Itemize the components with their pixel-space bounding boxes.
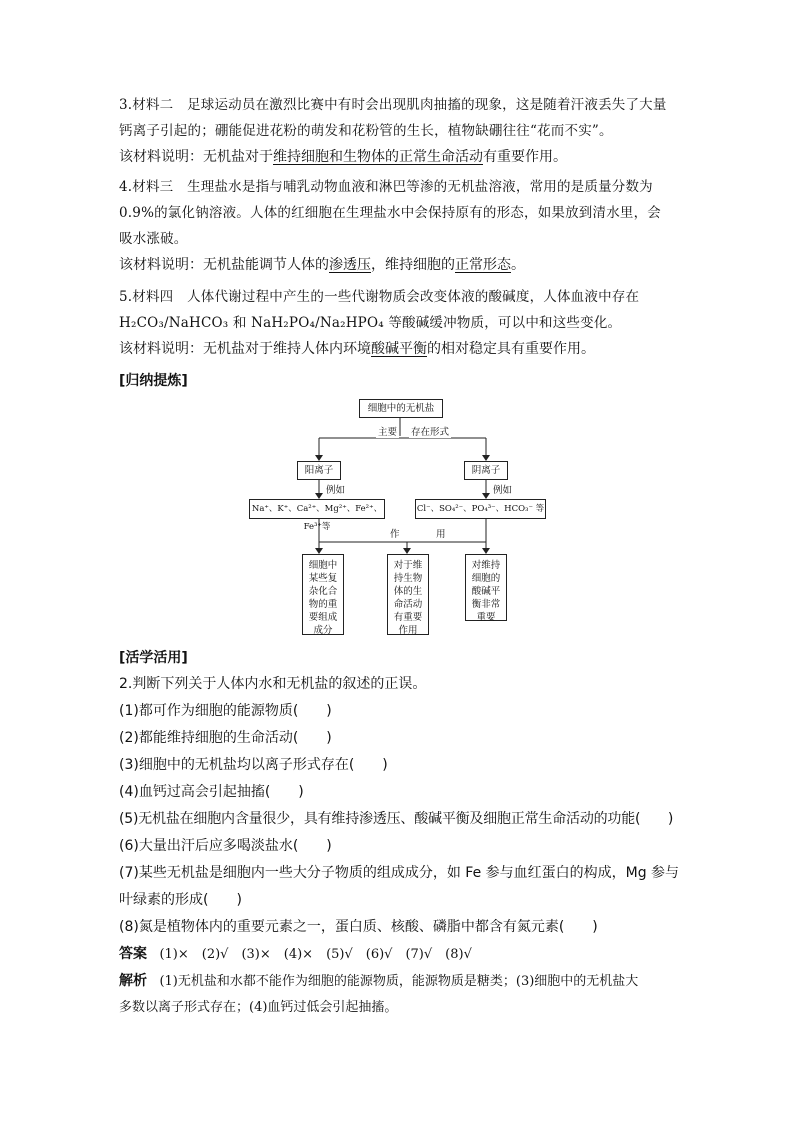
- practice-heading: [活学活用]: [119, 650, 188, 666]
- material-3-line-3: 吸水涨破。: [119, 231, 188, 247]
- conclusion-text: 该材料说明：无机盐对于维持人体内环境: [119, 341, 371, 357]
- conclusion-text: 的相对稳定具有重要作用。: [427, 341, 595, 357]
- example-label-right: 例如: [493, 485, 513, 496]
- question-item: (8)氮是植物体内的重要元素之一，蛋白质、核酸、磷脂中都含有氮元素( ): [119, 919, 598, 935]
- question-item: (4)血钙过高会引起抽搐( ): [119, 784, 304, 800]
- question-item: (3)细胞中的无机盐均以离子形式存在( ): [119, 757, 388, 773]
- form-label-right: 存在形式: [409, 424, 451, 438]
- answer-text: (1)× (2)√ (3)× (4)× (5)√ (6)√ (7)√ (8)√: [159, 947, 472, 962]
- question-stem: 2.判断下列关于人体内水和无机盐的叙述的正误。: [119, 676, 427, 692]
- answer: [119, 943, 472, 963]
- function-label-1: 作: [390, 529, 400, 540]
- question-item: (5)无机盐在细胞内含量很少，具有维持渗透压、酸碱平衡及细胞正常生命活动的功能( ): [119, 811, 674, 827]
- conclusion-text: 。: [511, 257, 525, 273]
- conclusion-underline: 渗透压: [329, 257, 371, 273]
- conclusion-text: 有重要作用。: [483, 149, 567, 165]
- summary-heading: [归纳提炼]: [119, 373, 188, 389]
- question-item: (1)都可作为细胞的能源物质( ): [119, 703, 332, 719]
- question-item: (6)大量出汗后应多喝淡盐水( ): [119, 838, 332, 854]
- material-4-line-2: H₂CO₃/NaHCO₃ 和 NaH₂PO₄/Na₂HPO₄ 等酸碱缓冲物质，可以中和这些变化。: [119, 315, 622, 331]
- example-label-left: 例如: [326, 485, 346, 496]
- question-item: (7)某些无机盐是细胞内一些大分子物质的组成成分，如 Fe 参与血红蛋白的构成，Mg 参与: [119, 865, 680, 881]
- conclusion-underline: 正常形态: [455, 257, 511, 273]
- question-item: 叶绿素的形成( ): [119, 892, 242, 908]
- cation-examples-box: Na⁺、K⁺、Ca²⁺、Mg²⁺、Fe²⁺、Fe³⁺等: [249, 499, 385, 519]
- conclusion-underline: 维持细胞和生物体的正常生命活动: [273, 149, 483, 165]
- question-item: (2)都能维持细胞的生命活动( ): [119, 730, 332, 746]
- function-box-1: 细胞中某些复杂化合物的重要组成成分: [302, 554, 344, 635]
- analysis-label: 解析: [119, 973, 147, 989]
- material-2-line-1: 3.材料二 足球运动员在激烈比赛中有时会出现肌肉抽搐的现象，这是随着汗液丢失了大量: [119, 97, 667, 113]
- anion-examples-box: Cl⁻、SO₄²⁻、PO₄³⁻、HCO₃⁻ 等: [415, 499, 546, 519]
- conclusion-text: ，维持细胞的: [371, 257, 455, 273]
- conclusion-text: 该材料说明：无机盐对于: [119, 149, 273, 165]
- form-label-left: 主要: [376, 424, 399, 438]
- diagram-top-box: 细胞中的无机盐: [359, 399, 443, 418]
- cation-box: 阳离子: [297, 461, 341, 480]
- answer-label: 答案: [119, 946, 147, 962]
- material-4-line-1: 5.材料四 人体代谢过程中产生的一些代谢物质会改变体液的酸碱度，人体血液中存在: [119, 289, 640, 305]
- analysis-line-1: (1)无机盐和水都不能作为细胞的能源物质，能源物质是糖类；(3)细胞中的无机盐大: [159, 974, 639, 989]
- conclusion-underline: 酸碱平衡: [371, 341, 427, 357]
- analysis: [119, 970, 638, 990]
- material-2-line-2: 钙离子引起的；硼能促进花粉的萌发和花粉管的生长，植物缺硼往往“花而不实”。: [119, 123, 613, 139]
- conclusion-text: 该材料说明：无机盐能调节人体的: [119, 257, 329, 273]
- function-box-2: 对于维持生物体的生命活动有重要作用: [387, 554, 429, 635]
- function-box-3: 对维持细胞的酸碱平衡非常重要: [465, 554, 507, 621]
- function-label-2: 用: [436, 529, 446, 540]
- material-3-line-1: 4.材料三 生理盐水是指与哺乳动物血液和淋巴等渗的无机盐溶液，常用的是质量分数为: [119, 179, 653, 195]
- analysis-line-2: 多数以离子形式存在；(4)血钙过低会引起抽搐。: [119, 1000, 398, 1015]
- anion-box: 阴离子: [464, 461, 508, 480]
- material-3-line-2: 0.9%的氯化钠溶液。人体的红细胞在生理盐水中会保持原有的形态，如果放到清水里，会: [119, 205, 661, 221]
